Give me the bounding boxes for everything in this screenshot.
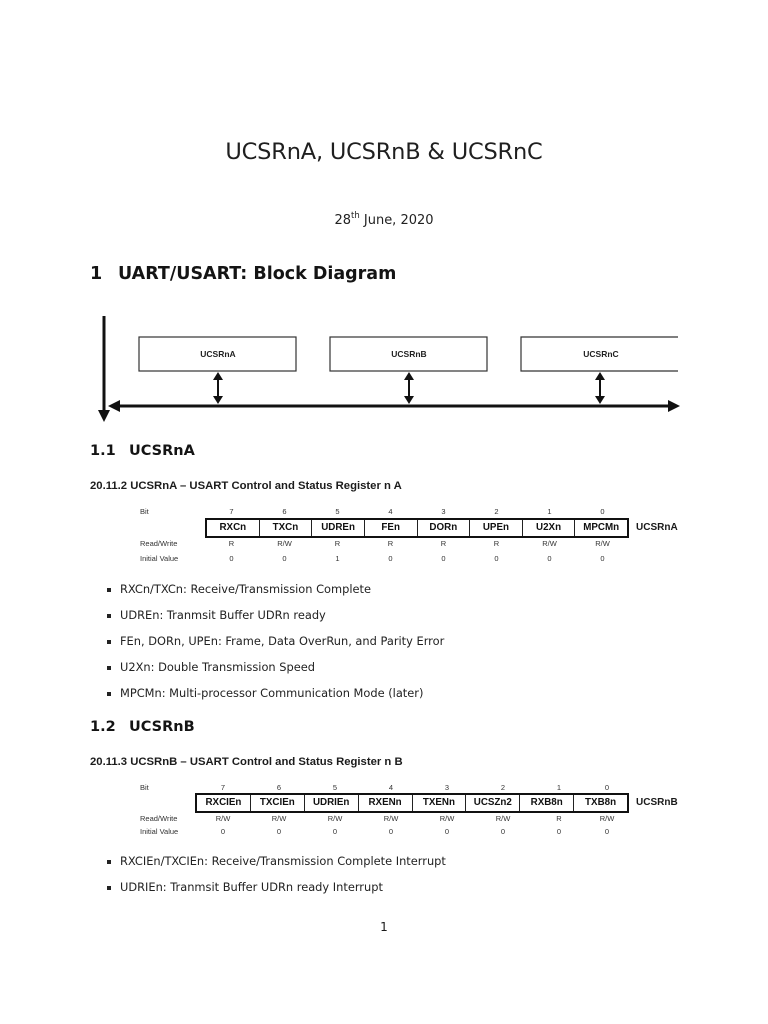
bit-name: RXENn	[358, 795, 412, 811]
list-item: FEn, DORn, UPEn: Frame, Data OverRun, and Parity Error	[106, 634, 444, 660]
bit-number: 1	[547, 507, 552, 516]
register-name: UCSRnB	[636, 797, 678, 808]
rw-value: R/W	[327, 814, 343, 823]
bit-number: 4	[388, 783, 394, 792]
bit-name: TXENn	[412, 795, 466, 811]
row-label-bit: Bit	[140, 507, 149, 516]
page-number: 1	[380, 920, 388, 934]
date-rest: June, 2020	[363, 213, 434, 228]
date-suffix: th	[351, 211, 360, 221]
rw-value: R	[556, 814, 562, 823]
bit-name: UCSZn2	[465, 795, 519, 811]
register-table-ucsrna	[140, 506, 685, 566]
row-label-read-write: Read/Write	[140, 814, 178, 823]
bit-name: TXB8n	[573, 795, 627, 811]
bit-name: RXCIEn	[205, 797, 242, 808]
bit-name: TXCn	[259, 520, 312, 536]
initial-value: 0	[494, 554, 499, 563]
bit-number: 5	[332, 783, 338, 792]
bit-number: 7	[220, 783, 226, 792]
rw-value: R/W	[495, 814, 511, 823]
subsection-title: UCSRnA	[129, 443, 195, 459]
initial-value: 0	[282, 554, 287, 563]
bit-name: DORn	[417, 520, 470, 536]
section-title: UART/USART: Block Diagram	[118, 264, 397, 284]
initial-value: 0	[444, 827, 450, 836]
section-number: 1	[90, 264, 103, 284]
bit-number: 3	[441, 507, 446, 516]
initial-value: 0	[220, 827, 226, 836]
rw-value: R/W	[215, 814, 231, 823]
diagram-box-label: UCSRnC	[583, 349, 619, 359]
document-date	[0, 211, 768, 228]
rw-value: R/W	[595, 539, 610, 548]
list-item: RXCn/TXCn: Receive/Transmission Complete	[106, 582, 444, 608]
rw-value: R	[387, 539, 394, 548]
diagram-box-label: UCSRnA	[200, 349, 236, 359]
initial-value: 0	[441, 554, 446, 563]
diagram-box-label: UCSRnB	[391, 349, 427, 359]
diagram-connectors	[213, 372, 605, 404]
initial-value: 0	[332, 827, 338, 836]
bit-name: UDREn	[311, 520, 364, 536]
register-bits-box	[195, 793, 629, 813]
register-table-ucsrnb	[140, 782, 685, 842]
initial-value: 0	[556, 827, 562, 836]
initial-value: 0	[229, 554, 234, 563]
rw-value: R	[493, 539, 500, 548]
rw-value: R/W	[271, 814, 287, 823]
diagram-box-ucsrnb	[330, 337, 487, 371]
bit-number: 0	[604, 783, 610, 792]
rw-value: R	[440, 539, 447, 548]
diagram-axis-arrow-down	[98, 410, 110, 422]
row-label-initial-value: Initial Value	[140, 827, 179, 836]
date-day: 28	[334, 213, 351, 228]
bit-name: RXB8n	[519, 795, 573, 811]
initial-value: 0	[500, 827, 506, 836]
block-diagram	[90, 312, 690, 424]
bit-number: 2	[494, 507, 499, 516]
bullet-list-ucsrna	[106, 582, 444, 712]
register-reference-title: 20.11.2 UCSRnA – USART Control and Status Register n A	[90, 480, 402, 492]
list-item: UDREn: Tranmsit Buffer UDRn ready	[106, 608, 444, 634]
bit-number: 2	[500, 783, 506, 792]
rw-value: R/W	[599, 814, 615, 823]
rw-value: R/W	[383, 814, 399, 823]
register-bits-box	[205, 518, 629, 538]
subsection-number: 1.2	[90, 719, 116, 735]
initial-value: 0	[388, 554, 393, 563]
bit-name: MPCMn	[574, 520, 627, 536]
row-label-initial-value: Initial Value	[140, 554, 179, 563]
bit-name: FEn	[364, 520, 417, 536]
bullet-list-ucsrnb	[106, 854, 446, 906]
bit-number: 7	[229, 507, 234, 516]
bit-number: 1	[556, 783, 562, 792]
rw-value: R/W	[542, 539, 557, 548]
bit-number: 0	[600, 507, 605, 516]
initial-value: 0	[388, 827, 394, 836]
subsection-number: 1.1	[90, 443, 116, 459]
list-item: RXCIEn/TXCIEn: Receive/Transmission Complete Interrupt	[106, 854, 446, 880]
subsection-heading-ucsrnb	[90, 719, 195, 735]
register-name: UCSRnA	[636, 522, 678, 533]
bit-name: U2Xn	[522, 520, 575, 536]
bit-name: UDRIEn	[304, 795, 358, 811]
bit-number: 3	[444, 783, 450, 792]
bit-number: 5	[335, 507, 340, 516]
initial-value: 0	[600, 554, 605, 563]
list-item: UDRIEn: Tranmsit Buffer UDRn ready Interrupt	[106, 880, 446, 906]
bit-number: 4	[388, 507, 393, 516]
initial-value: 0	[276, 827, 282, 836]
register-reference-title: 20.11.3 UCSRnB – USART Control and Status Register n B	[90, 756, 403, 768]
subsection-title: UCSRnB	[129, 719, 195, 735]
rw-value: R	[334, 539, 341, 548]
bit-name: RXCn	[219, 522, 247, 533]
bit-number: 6	[282, 507, 287, 516]
row-label-bit: Bit	[140, 783, 149, 792]
diagram-bus-arrow-right	[668, 400, 680, 412]
subsection-heading-ucsrna	[90, 443, 195, 459]
rw-value: R	[228, 539, 235, 548]
bit-name: UPEn	[469, 520, 522, 536]
section-heading	[90, 264, 396, 284]
rw-value: R/W	[439, 814, 455, 823]
bit-number: 6	[276, 783, 282, 792]
list-item: U2Xn: Double Transmission Speed	[106, 660, 444, 686]
document-title: UCSRnA, UCSRnB & UCSRnC	[225, 139, 543, 165]
diagram-box-ucsrnc	[521, 337, 678, 371]
rw-value: R/W	[277, 539, 292, 548]
diagram-box-ucsrna	[139, 337, 296, 371]
bit-name: TXCIEn	[250, 795, 304, 811]
initial-value: 0	[547, 554, 552, 563]
list-item: MPCMn: Multi-processor Communication Mode (later)	[106, 686, 444, 712]
initial-value: 0	[604, 827, 610, 836]
row-label-read-write: Read/Write	[140, 539, 178, 548]
initial-value: 1	[335, 554, 340, 563]
